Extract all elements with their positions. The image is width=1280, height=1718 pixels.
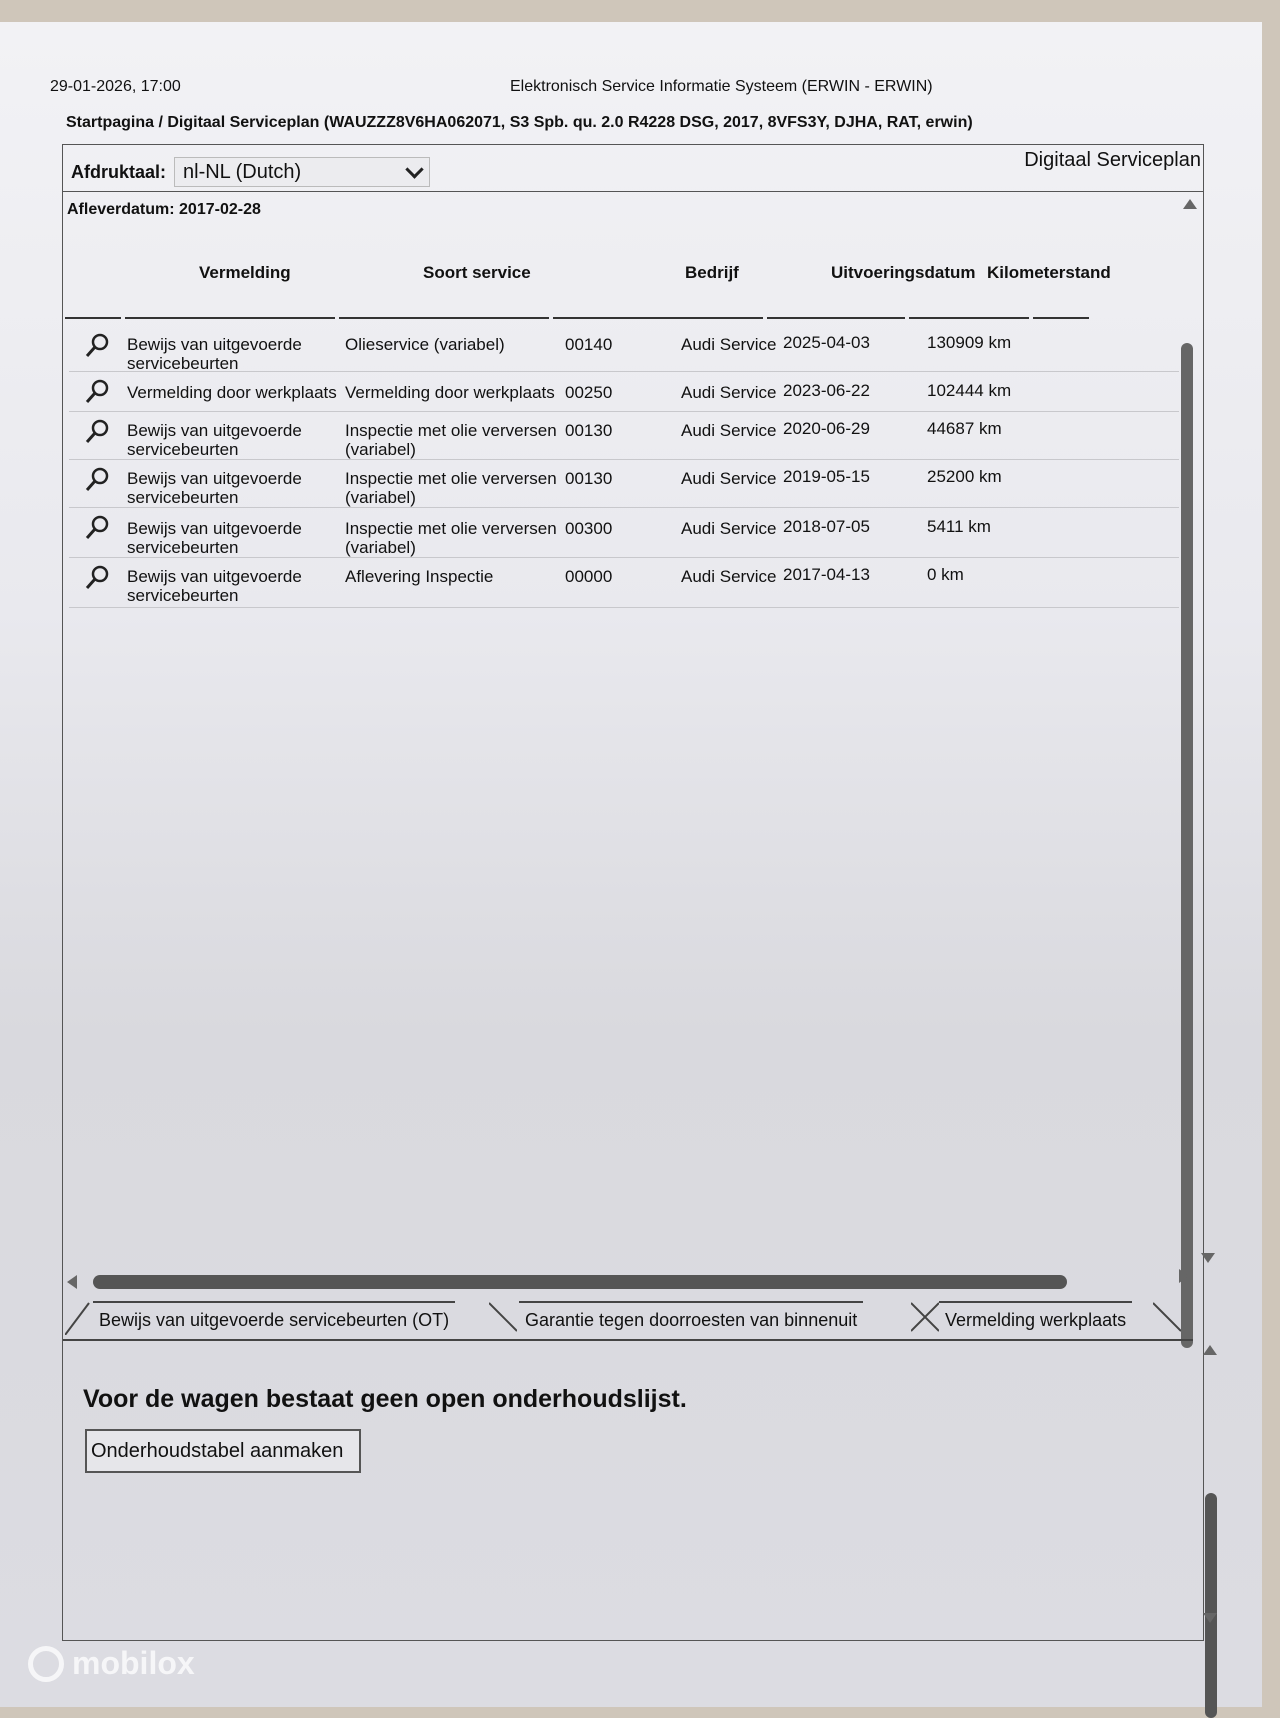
cell-datum: 2017-04-13	[783, 565, 870, 584]
table-row[interactable]	[69, 327, 1179, 372]
cell-km: 102444 km	[927, 381, 1012, 400]
service-plan-panel	[62, 144, 1204, 1641]
tab-bewijs-servicebeurten[interactable]: Bewijs van uitgevoerde servicebeurten (OT)	[93, 1301, 455, 1337]
magnifier-icon[interactable]	[83, 377, 111, 407]
cell-code: 00000	[565, 567, 613, 586]
header-underline	[909, 317, 1029, 319]
table-row[interactable]	[69, 509, 1179, 558]
system-title: Elektronisch Service Informatie Systeem (ERWIN - ERWIN)	[510, 78, 933, 95]
scroll-down-arrow[interactable]	[1201, 1253, 1215, 1263]
cell-vermelding: Bewijs van uitgevoerde servicebeurten	[127, 567, 302, 605]
cell-code: 00130	[565, 421, 613, 440]
vertical-scrollbar-thumb[interactable]	[1181, 343, 1193, 1348]
table-row[interactable]	[69, 373, 1179, 412]
no-open-maintenance-notice: Voor de wagen bestaat geen open onderhoudslijst.	[83, 1385, 687, 1413]
magnifier-icon[interactable]	[83, 417, 111, 447]
language-bar	[71, 157, 430, 187]
tab-edge	[489, 1299, 517, 1335]
chevron-down-icon	[405, 160, 423, 178]
cell-km: 0 km	[927, 565, 964, 584]
header-underline	[65, 317, 121, 319]
cell-soort-service: Inspectie met olie verversen (variabel)	[345, 519, 557, 557]
scroll-up-arrow[interactable]	[1203, 1345, 1217, 1355]
cell-datum: 2020-06-29	[783, 419, 870, 438]
cell-vermelding: Bewijs van uitgevoerde servicebeurten	[127, 469, 302, 507]
header-underline	[125, 317, 335, 319]
header-underline	[767, 317, 905, 319]
cell-soort-service: Inspectie met olie verversen (variabel)	[345, 421, 557, 459]
tab-edge	[65, 1299, 93, 1335]
tab-edge	[1153, 1299, 1181, 1335]
cell-bedrijf: Audi Service	[681, 383, 777, 402]
panel-title: Digitaal Serviceplan	[1024, 149, 1201, 171]
magnifier-icon[interactable]	[83, 465, 111, 495]
scroll-right-arrow[interactable]	[1179, 1269, 1189, 1283]
language-select[interactable]	[174, 157, 430, 187]
tab-garantie-doorroesten[interactable]: Garantie tegen doorroesten van binnenuit	[519, 1301, 863, 1337]
cell-soort-service: Olieservice (variabel)	[345, 335, 505, 354]
tab-bar	[63, 1297, 1193, 1341]
watermark-text: mobilox	[72, 1645, 195, 1681]
cell-bedrijf: Audi Service	[681, 469, 777, 488]
cell-vermelding: Vermelding door werkplaats	[127, 383, 337, 402]
col-header-kilometerstand[interactable]: Kilometerstand	[987, 263, 1111, 282]
cell-bedrijf: Audi Service	[681, 519, 777, 538]
vertical-scrollbar-thumb[interactable]	[1205, 1493, 1217, 1718]
tab-edge	[911, 1299, 939, 1335]
cell-code: 00300	[565, 519, 613, 538]
watermark	[28, 1645, 195, 1682]
cell-km: 5411 km	[927, 517, 991, 536]
cell-soort-service: Inspectie met olie verversen (variabel)	[345, 469, 557, 507]
mobilox-logo-icon	[28, 1646, 64, 1682]
printed-page	[0, 22, 1262, 1707]
cell-bedrijf: Audi Service	[681, 567, 777, 586]
col-header-bedrijf[interactable]: Bedrijf	[685, 263, 739, 282]
scroll-left-arrow[interactable]	[67, 1275, 77, 1289]
divider	[63, 191, 1203, 192]
cell-code: 00130	[565, 469, 613, 488]
cell-soort-service: Vermelding door werkplaats	[345, 383, 555, 402]
horizontal-scrollbar-thumb[interactable]	[93, 1275, 1067, 1289]
table-row[interactable]	[69, 559, 1179, 608]
language-label: Afdruktaal:	[71, 161, 167, 182]
tab-vermelding-werkplaats[interactable]: Vermelding werkplaats	[939, 1301, 1132, 1337]
cell-code: 00140	[565, 335, 613, 354]
header-underline	[339, 317, 549, 319]
language-select-value: nl-NL (Dutch)	[183, 160, 302, 183]
magnifier-icon[interactable]	[83, 331, 111, 361]
table-row[interactable]	[69, 413, 1179, 460]
cell-datum: 2025-04-03	[783, 333, 870, 352]
cell-code: 00250	[565, 383, 613, 402]
cell-datum: 2019-05-15	[783, 467, 870, 486]
magnifier-icon[interactable]	[83, 513, 111, 543]
header-underline	[553, 317, 763, 319]
cell-bedrijf: Audi Service	[681, 421, 777, 440]
col-header-soort-service[interactable]: Soort service	[423, 263, 531, 282]
magnifier-icon[interactable]	[83, 563, 111, 593]
col-header-uitvoeringsdatum[interactable]: Uitvoeringsdatum	[831, 263, 976, 282]
cell-bedrijf: Audi Service	[681, 335, 777, 354]
cell-datum: 2023-06-22	[783, 381, 870, 400]
create-maintenance-table-button[interactable]: Onderhoudstabel aanmaken	[85, 1429, 361, 1473]
cell-vermelding: Bewijs van uitgevoerde servicebeurten	[127, 519, 302, 557]
cell-km: 130909 km	[927, 333, 1012, 352]
cell-vermelding: Bewijs van uitgevoerde servicebeurten	[127, 421, 302, 459]
table-row[interactable]	[69, 461, 1179, 508]
cell-soort-service: Aflevering Inspectie	[345, 567, 494, 586]
cell-km: 25200 km	[927, 467, 1002, 486]
scroll-up-arrow[interactable]	[1183, 199, 1197, 209]
col-header-vermelding[interactable]: Vermelding	[199, 263, 291, 282]
cell-datum: 2018-07-05	[783, 517, 870, 536]
header-underline	[1033, 317, 1089, 319]
scroll-down-arrow[interactable]	[1203, 1613, 1217, 1623]
delivery-date: Afleverdatum: 2017-02-28	[67, 201, 261, 218]
cell-vermelding: Bewijs van uitgevoerde servicebeurten	[127, 335, 302, 373]
cell-km: 44687 km	[927, 419, 1002, 438]
breadcrumb[interactable]: Startpagina / Digitaal Serviceplan (WAUZZZ8V6HA062071, S3 Spb. qu. 2.0 R4228 DSG, 2017, 8VFS3Y, DJHA, RAT, erwin)	[66, 114, 973, 131]
print-datetime: 29-01-2026, 17:00	[50, 78, 181, 95]
